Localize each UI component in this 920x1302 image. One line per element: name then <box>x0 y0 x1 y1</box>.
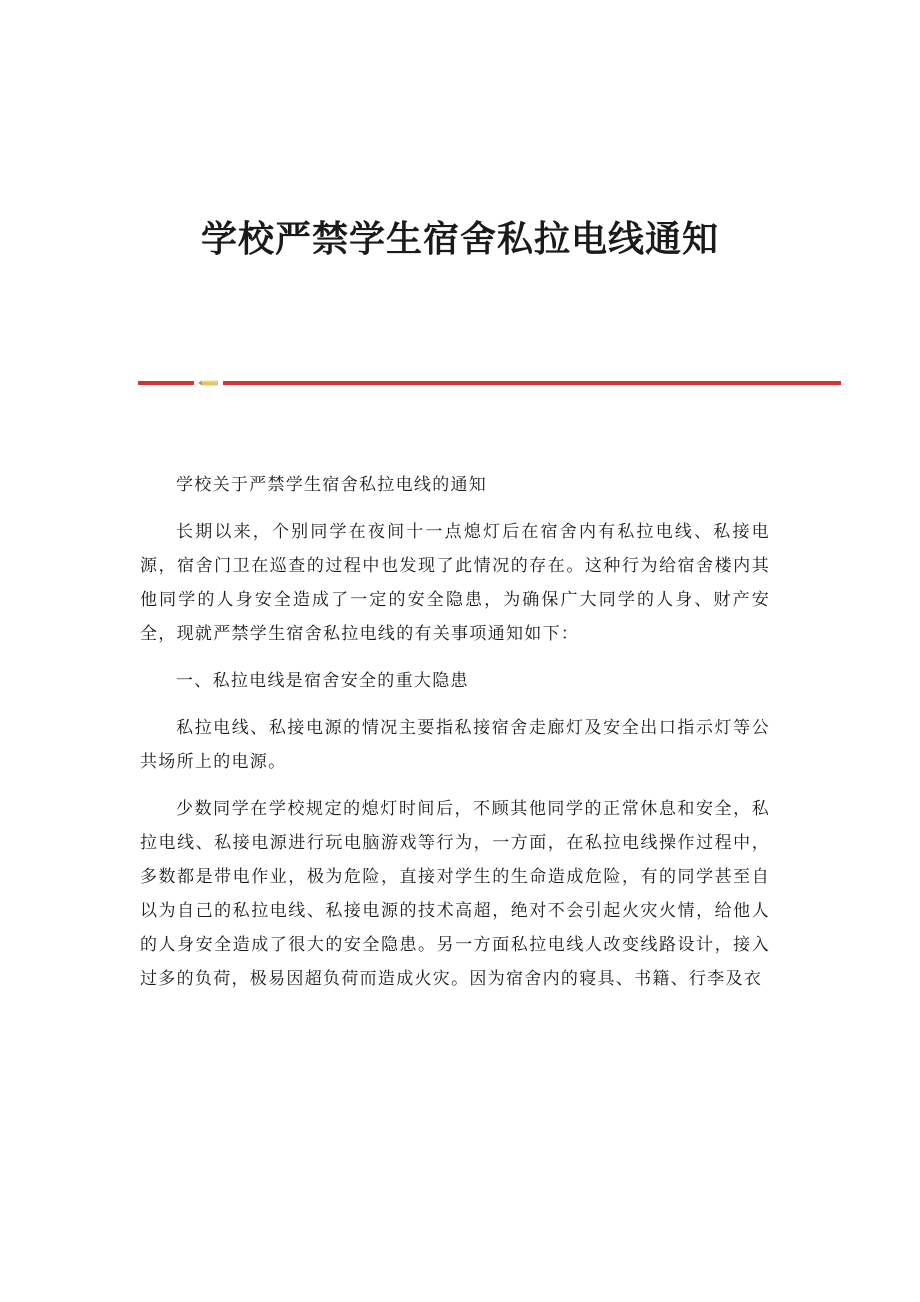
intro-paragraph: 长期以来，个别同学在夜间十一点熄灯后在宿舍内有私拉电线、私接电源，宿舍门卫在巡查的过程中也发现了此情况的存在。这种行为给宿舍楼内其他同学的人身安全造成了一定的安全隐患，为确保广大同学的人身、财产安全，现就严禁学生宿舍私拉电线的有关事项通知如下： <box>140 522 770 644</box>
document-body <box>140 468 770 1009</box>
document-title: 学校严禁学生宿舍私拉电线通知 <box>200 218 719 260</box>
hazard-paragraph: 少数同学在学校规定的熄灯时间后，不顾其他同学的正常休息和安全，私拉电线、私接电源进行玩电脑游戏等行为，一方面，在私拉电线操作过程中，多数都是带电作业，极为危险，直接对学生的生命造成危险，有的同学甚至自以为自己的私拉电线、私接电源的技术高超，绝对不会引起火灾火情，给他人的人身安全造成了很大的安全隐患。另一方面私拉电线人改变线路设计，接入过多的负荷，极易因超负荷而造成火灾。因为宿舍内的寝具、书籍、行李及衣 <box>140 799 770 989</box>
section-heading: 一、私拉电线是宿舍安全的重大隐患 <box>176 671 469 691</box>
divider-line-left <box>138 381 194 385</box>
pencil-icon <box>198 380 218 386</box>
divider-line-right <box>223 381 841 385</box>
definition-paragraph: 私拉电线、私接电源的情况主要指私接宿舍走廊灯及安全出口指示灯等公共场所上的电源。 <box>140 718 770 772</box>
title-divider <box>138 380 841 386</box>
notice-heading: 学校关于严禁学生宿舍私拉电线的通知 <box>176 475 488 495</box>
